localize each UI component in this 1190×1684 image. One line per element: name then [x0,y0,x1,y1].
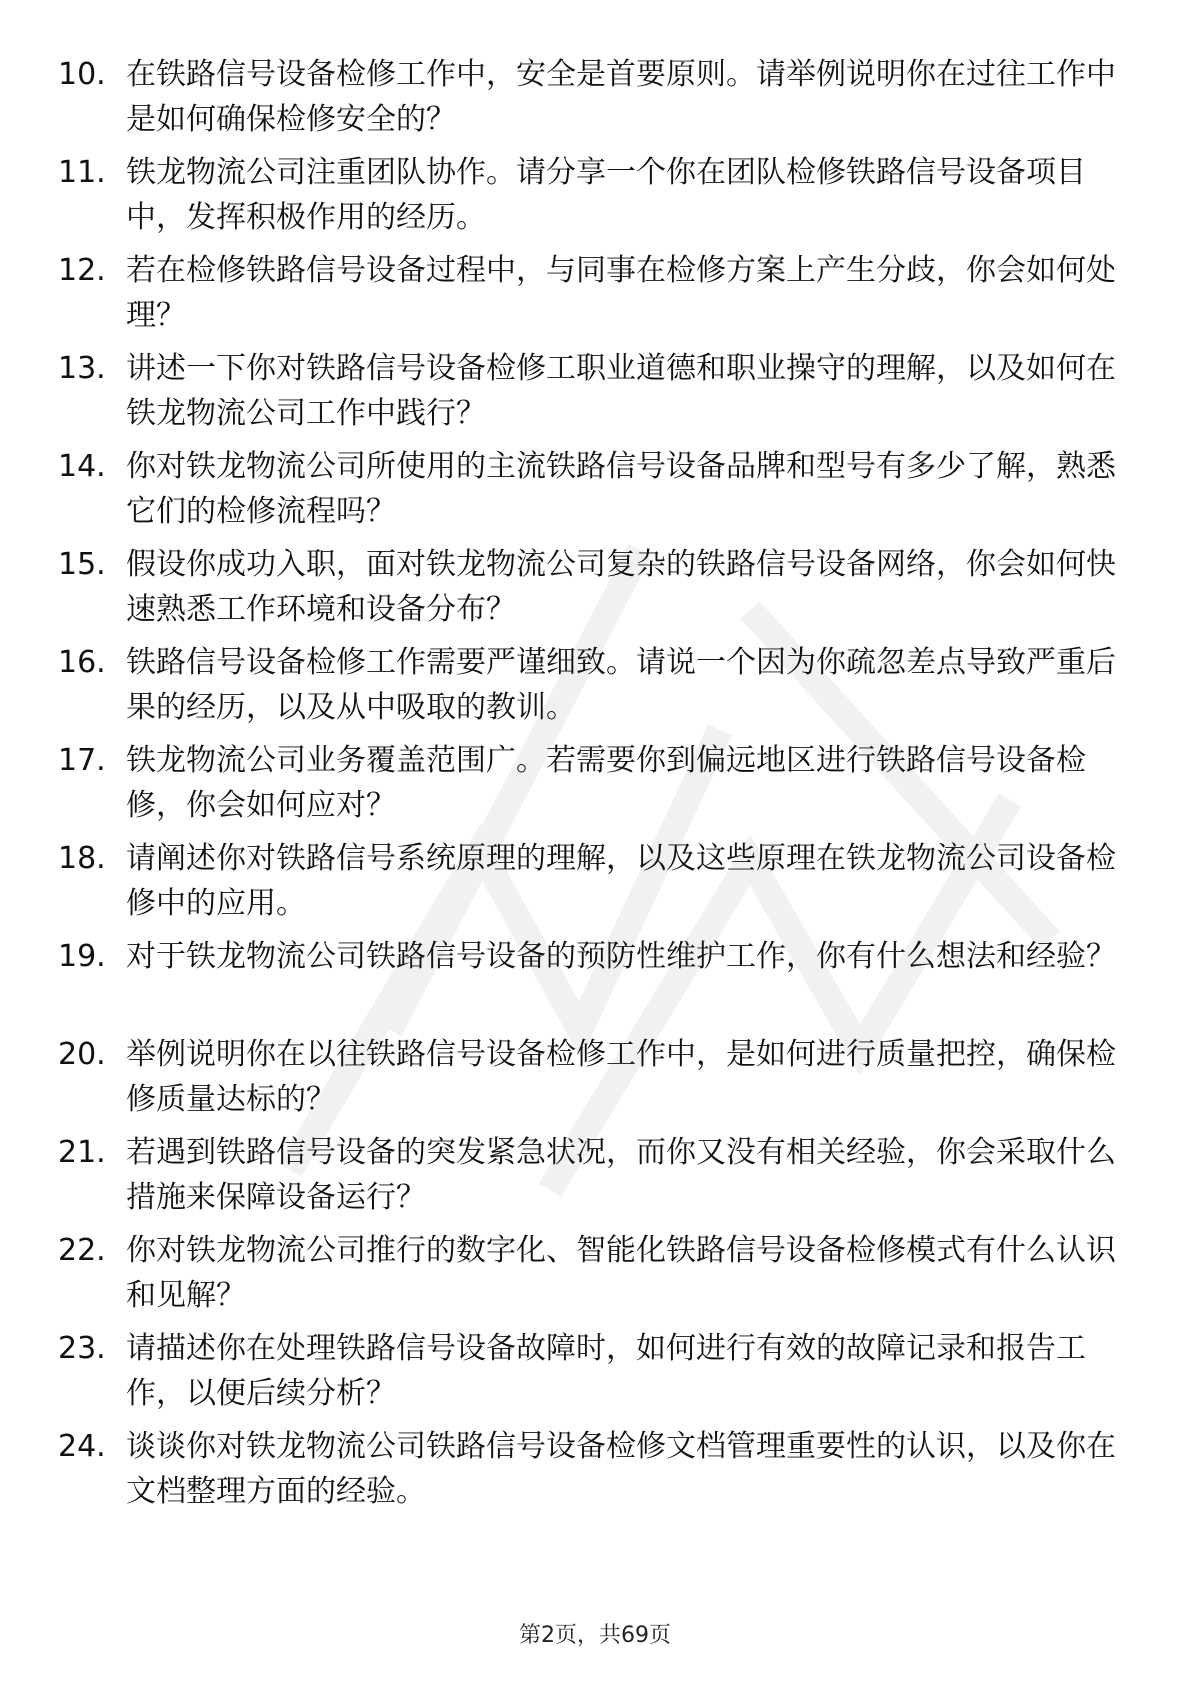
question-number: 18. [58,841,106,876]
question-item [58,248,1118,346]
question-item [58,542,1118,640]
question-number: 19. [58,939,106,974]
question-item [58,150,1118,248]
question-item [58,1326,1118,1424]
question-number: 21. [58,1135,106,1170]
question-item [58,444,1118,542]
question-item [58,1228,1118,1326]
question-number: 15. [58,547,106,582]
question-number: 24. [58,1429,106,1464]
question-text: 假设你成功入职，面对铁龙物流公司复杂的铁路信号设备网络，你会如何快速熟悉工作环境和设备分布？ [126,547,1116,627]
question-item [58,52,1118,150]
question-text: 铁龙物流公司业务覆盖范围广。若需要你到偏远地区进行铁路信号设备检修，你会如何应对？ [126,743,1086,823]
question-text: 你对铁龙物流公司推行的数字化、智能化铁路信号设备检修模式有什么认识和见解？ [126,1233,1116,1313]
page-number-footer: 第2页，共69页 [519,1623,671,1648]
question-text: 请描述你在处理铁路信号设备故障时，如何进行有效的故障记录和报告工作，以便后续分析？ [126,1331,1086,1411]
question-text: 铁龙物流公司注重团队协作。请分享一个你在团队检修铁路信号设备项目中，发挥积极作用的经历。 [126,155,1086,235]
question-number: 12. [58,253,106,288]
question-number: 10. [58,57,106,92]
interview-question-list [58,52,1118,1522]
question-item [58,1130,1118,1228]
question-text: 举例说明你在以往铁路信号设备检修工作中，是如何进行质量把控，确保检修质量达标的？ [126,1037,1116,1117]
question-text: 对于铁龙物流公司铁路信号设备的预防性维护工作，你有什么想法和经验？ [126,939,1116,974]
question-text: 请阐述你对铁路信号系统原理的理解，以及这些原理在铁龙物流公司设备检修中的应用。 [126,841,1116,921]
question-text: 若在检修铁路信号设备过程中，与同事在检修方案上产生分歧，你会如何处理？ [126,253,1116,333]
question-number: 11. [58,155,106,190]
question-text: 铁路信号设备检修工作需要严谨细致。请说一个因为你疏忽差点导致严重后果的经历，以及从中吸取的教训。 [126,645,1116,725]
question-item [58,640,1118,738]
question-number: 14. [58,449,106,484]
question-text: 你对铁龙物流公司所使用的主流铁路信号设备品牌和型号有多少了解，熟悉它们的检修流程吗？ [126,449,1116,529]
question-number: 13. [58,351,106,386]
question-text: 讲述一下你对铁路信号设备检修工职业道德和职业操守的理解，以及如何在铁龙物流公司工作中践行？ [126,351,1116,431]
question-item [58,346,1118,444]
question-number: 16. [58,645,106,680]
question-number: 17. [58,743,106,778]
question-text: 谈谈你对铁龙物流公司铁路信号设备检修文档管理重要性的认识，以及你在文档整理方面的经验。 [126,1429,1116,1509]
question-text: 若遇到铁路信号设备的突发紧急状况，而你又没有相关经验，你会采取什么措施来保障设备运行？ [126,1135,1116,1215]
question-item [58,836,1118,934]
question-item [58,738,1118,836]
question-number: 22. [58,1233,106,1268]
question-number: 20. [58,1037,106,1072]
question-number: 23. [58,1331,106,1366]
question-item [58,1424,1118,1522]
question-item [58,934,1118,1032]
question-text: 在铁路信号设备检修工作中，安全是首要原则。请举例说明你在过往工作中是如何确保检修安全的？ [126,57,1116,137]
question-item [58,1032,1118,1130]
